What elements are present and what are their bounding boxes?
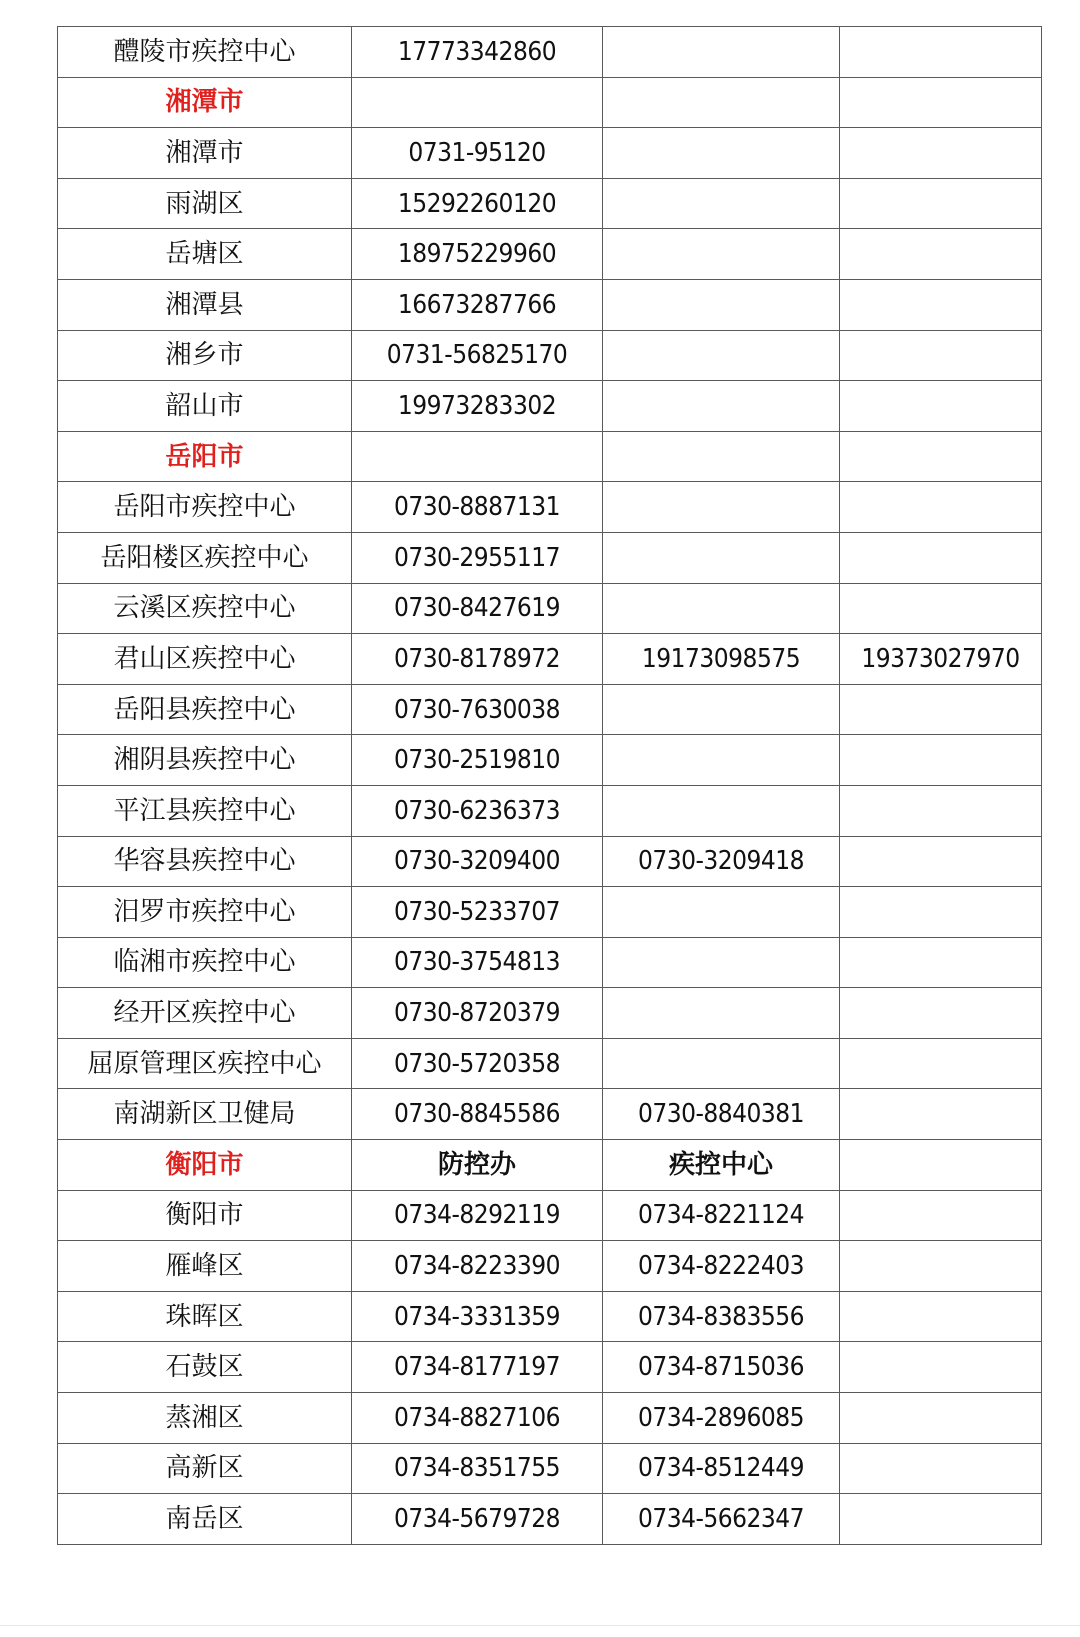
phone1-cell: 0730-6236373 [352, 785, 603, 836]
table-row [58, 1089, 1042, 1140]
phone3-cell: 19373027970 [840, 634, 1042, 685]
phone2-cell [603, 583, 840, 634]
phone3-cell [840, 937, 1042, 988]
unit-name-cell: 湘潭市 [58, 128, 352, 179]
phone2-cell [603, 684, 840, 735]
phone1-cell: 15292260120 [352, 178, 603, 229]
phone1-cell: 16673287766 [352, 279, 603, 330]
unit-name-cell: 平江县疾控中心 [58, 785, 352, 836]
unit-name-cell: 湘潭市 [58, 77, 352, 128]
phone3-cell [840, 887, 1042, 938]
unit-name-cell: 雨湖区 [58, 178, 352, 229]
unit-name-cell: 岳阳市疾控中心 [58, 482, 352, 533]
phone2-cell [603, 532, 840, 583]
phone2-cell: 0730-3209418 [603, 836, 840, 887]
phone3-cell [840, 1241, 1042, 1292]
table-row [58, 279, 1042, 330]
phone1-cell: 0730-7630038 [352, 684, 603, 735]
table-row [58, 634, 1042, 685]
phone1-cell: 0730-8887131 [352, 482, 603, 533]
phone1-cell: 0730-8845586 [352, 1089, 603, 1140]
phone2-cell [603, 279, 840, 330]
phone1-cell: 0730-8720379 [352, 988, 603, 1039]
unit-name-cell: 醴陵市疾控中心 [58, 27, 352, 78]
unit-name-cell: 南岳区 [58, 1494, 352, 1545]
section-row [58, 77, 1042, 128]
phone2-cell [603, 1038, 840, 1089]
table-row [58, 988, 1042, 1039]
unit-name-cell: 衡阳市 [58, 1140, 352, 1191]
phone2-cell [603, 482, 840, 533]
table-row [58, 27, 1042, 78]
phone3-cell [840, 684, 1042, 735]
phone1-cell: 0734-8351755 [352, 1443, 603, 1494]
unit-name-cell: 岳阳市 [58, 431, 352, 482]
phone3-cell [840, 1494, 1042, 1545]
unit-name-cell: 湘乡市 [58, 330, 352, 381]
phone3-cell [840, 1393, 1042, 1444]
table-row [58, 937, 1042, 988]
phone3-cell [840, 229, 1042, 280]
table-row [58, 330, 1042, 381]
phone1-cell: 0730-3209400 [352, 836, 603, 887]
phone3-cell [840, 785, 1042, 836]
unit-name-cell: 君山区疾控中心 [58, 634, 352, 685]
table-row [58, 887, 1042, 938]
table-row [58, 684, 1042, 735]
table-row [58, 735, 1042, 786]
table-row [58, 128, 1042, 179]
table-row [58, 532, 1042, 583]
phone3-cell [840, 1342, 1042, 1393]
unit-name-cell: 屈原管理区疾控中心 [58, 1038, 352, 1089]
unit-name-cell: 石鼓区 [58, 1342, 352, 1393]
phone1-cell: 0734-8177197 [352, 1342, 603, 1393]
table-row [58, 1241, 1042, 1292]
phone2-cell: 0730-8840381 [603, 1089, 840, 1140]
phone1-cell: 0730-2955117 [352, 532, 603, 583]
phone1-cell [352, 77, 603, 128]
contact-table [57, 26, 1042, 1545]
phone3-cell [840, 77, 1042, 128]
phone1-cell: 0734-3331359 [352, 1291, 603, 1342]
phone2-cell: 0734-5662347 [603, 1494, 840, 1545]
phone1-cell: 0734-8223390 [352, 1241, 603, 1292]
phone2-cell [603, 77, 840, 128]
unit-name-cell: 蒸湘区 [58, 1393, 352, 1444]
unit-name-cell: 湘潭县 [58, 279, 352, 330]
phone2-cell [603, 229, 840, 280]
unit-name-cell: 衡阳市 [58, 1190, 352, 1241]
unit-name-cell: 岳阳县疾控中心 [58, 684, 352, 735]
phone2-cell [603, 381, 840, 432]
phone2-cell [603, 988, 840, 1039]
phone1-cell: 17773342860 [352, 27, 603, 78]
table-row [58, 178, 1042, 229]
phone2-cell [603, 735, 840, 786]
phone1-cell [352, 431, 603, 482]
table-row [58, 785, 1042, 836]
phone2-cell: 0734-8383556 [603, 1291, 840, 1342]
phone2-cell: 0734-8221124 [603, 1190, 840, 1241]
phone2-cell [603, 937, 840, 988]
phone3-cell [840, 1038, 1042, 1089]
phone3-cell [840, 482, 1042, 533]
table-row [58, 583, 1042, 634]
phone1-cell: 防控办 [352, 1140, 603, 1191]
unit-name-cell: 南湖新区卫健局 [58, 1089, 352, 1140]
phone1-cell: 18975229960 [352, 229, 603, 280]
phone3-cell [840, 532, 1042, 583]
phone3-cell [840, 381, 1042, 432]
phone1-cell: 0730-8178972 [352, 634, 603, 685]
phone1-cell: 0730-5233707 [352, 887, 603, 938]
phone1-cell: 0734-5679728 [352, 1494, 603, 1545]
table-row [58, 482, 1042, 533]
unit-name-cell: 华容县疾控中心 [58, 836, 352, 887]
phone2-cell [603, 887, 840, 938]
phone1-cell: 0731-56825170 [352, 330, 603, 381]
table-row [58, 1393, 1042, 1444]
phone3-cell [840, 1443, 1042, 1494]
contact-table-sheet [57, 26, 1041, 1545]
phone2-cell [603, 431, 840, 482]
phone3-cell [840, 836, 1042, 887]
contact-table-body [58, 27, 1042, 1545]
table-row [58, 836, 1042, 887]
phone3-cell [840, 178, 1042, 229]
phone3-cell [840, 27, 1042, 78]
table-row [58, 1190, 1042, 1241]
phone3-cell [840, 988, 1042, 1039]
unit-name-cell: 岳阳楼区疾控中心 [58, 532, 352, 583]
phone2-cell: 0734-2896085 [603, 1393, 840, 1444]
table-row [58, 1494, 1042, 1545]
phone3-cell [840, 583, 1042, 634]
unit-name-cell: 雁峰区 [58, 1241, 352, 1292]
unit-name-cell: 临湘市疾控中心 [58, 937, 352, 988]
phone1-cell: 19973283302 [352, 381, 603, 432]
phone2-cell: 19173098575 [603, 634, 840, 685]
phone3-cell [840, 1291, 1042, 1342]
phone2-cell [603, 178, 840, 229]
table-row [58, 1443, 1042, 1494]
phone3-cell [840, 735, 1042, 786]
unit-name-cell: 珠晖区 [58, 1291, 352, 1342]
table-row [58, 1291, 1042, 1342]
phone3-cell [840, 330, 1042, 381]
unit-name-cell: 岳塘区 [58, 229, 352, 280]
table-row [58, 229, 1042, 280]
phone2-cell [603, 785, 840, 836]
phone3-cell [840, 128, 1042, 179]
table-row [58, 1038, 1042, 1089]
phone2-cell: 疾控中心 [603, 1140, 840, 1191]
phone1-cell: 0730-8427619 [352, 583, 603, 634]
phone2-cell [603, 128, 840, 179]
phone2-cell [603, 330, 840, 381]
phone3-cell [840, 1140, 1042, 1191]
unit-name-cell: 经开区疾控中心 [58, 988, 352, 1039]
unit-name-cell: 韶山市 [58, 381, 352, 432]
phone3-cell [840, 431, 1042, 482]
phone3-cell [840, 1089, 1042, 1140]
section-row [58, 1140, 1042, 1191]
phone1-cell: 0731-95120 [352, 128, 603, 179]
page-bottom-edge [0, 1625, 1080, 1627]
phone1-cell: 0730-2519810 [352, 735, 603, 786]
phone3-cell [840, 279, 1042, 330]
unit-name-cell: 汨罗市疾控中心 [58, 887, 352, 938]
phone1-cell: 0730-3754813 [352, 937, 603, 988]
unit-name-cell: 云溪区疾控中心 [58, 583, 352, 634]
phone2-cell: 0734-8715036 [603, 1342, 840, 1393]
phone2-cell: 0734-8512449 [603, 1443, 840, 1494]
table-row [58, 1342, 1042, 1393]
unit-name-cell: 高新区 [58, 1443, 352, 1494]
section-row [58, 431, 1042, 482]
phone1-cell: 0734-8827106 [352, 1393, 603, 1444]
unit-name-cell: 湘阴县疾控中心 [58, 735, 352, 786]
phone3-cell [840, 1190, 1042, 1241]
phone1-cell: 0730-5720358 [352, 1038, 603, 1089]
phone1-cell: 0734-8292119 [352, 1190, 603, 1241]
phone2-cell: 0734-8222403 [603, 1241, 840, 1292]
table-row [58, 381, 1042, 432]
phone2-cell [603, 27, 840, 78]
